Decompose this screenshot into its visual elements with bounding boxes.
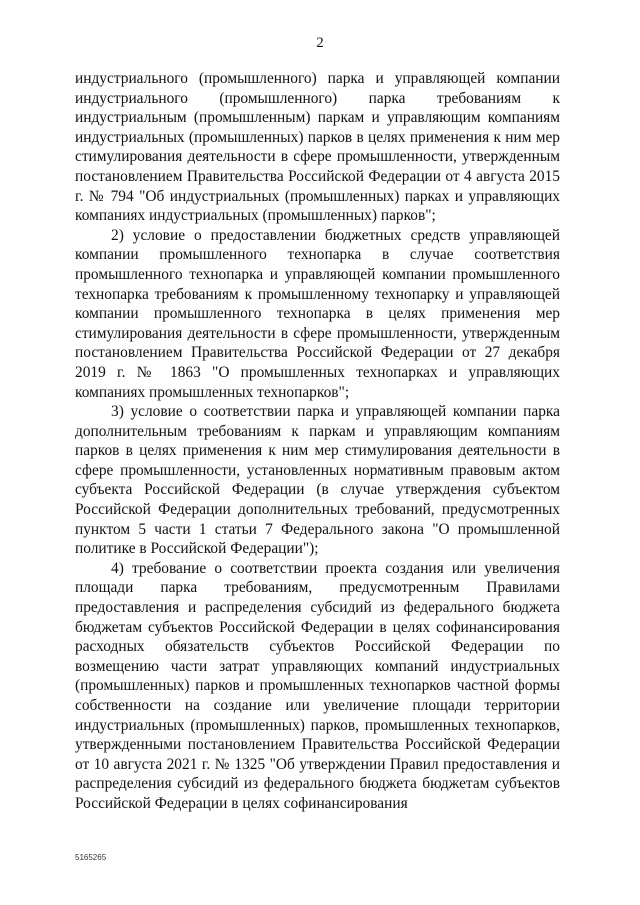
page-number: 2 bbox=[316, 35, 324, 51]
paragraph-item-2: 2) условие о предоставлении бюджетных средств управляющей компании промышленного технопарка в случае соответствия промышленного технопарка и управляющей компании промышленного технопарка требованиям к промышленному технопарку и управляющей компании промышленного технопарка в целях применения мер стимулирования деятельности в сфере промышленности, утвержденным постановлением Правительства Российской Федерации от 27 декабря 2019 г. № 1863 "О промышленных технопарках и управляющих компаниях промышленных технопарков"; bbox=[75, 226, 560, 401]
paragraph-continuation: индустриального (промышленного) парка и управляющей компании индустриального (промышленного) парка требованиям к индустриальным (промышленным) паркам и управляющим компаниям индустриальных (промышленных) парков в целях применения к ним мер стимулирования деятельности в сфере промышленности, утвержденным постановлением Правительства Российской Федерации от 4 августа 2015 г. № 794 "Об индустриальных (промышленных) парках и управляющих компаниях индустриальных (промышленных) парков"; bbox=[75, 70, 560, 225]
document-body bbox=[75, 69, 560, 814]
document-code: 5165265 bbox=[75, 853, 107, 862]
paragraph-item-4: 4) требование о соответствии проекта создания или увеличения площади парка требованиям, предусмотренным Правилами предоставления и распределения субсидий из федерального бюджета бюджетам субъектов Российской Федерации в целях софинансирования расходных обязательств субъектов Российской Федерации по возмещению части затрат управляющих компаний индустриальных (промышленных) парков и промышленных технопарков частной формы собственности на создание или увеличение площади территории индустриальных (промышленных) парков, промышленных технопарков, утвержденными постановлением Правительства Российской Федерации от 10 августа 2021 г. № 1325 "Об утверждении Правил предоставления и распределения субсидий из федерального бюджета бюджетам субъектов Российской Федерации в целях софинансирования bbox=[75, 559, 560, 812]
paragraph-item-3: 3) условие о соответствии парка и управляющей компании парка дополнительным требованиям к паркам и управляющим компаниям парков в целях применения к ним мер стимулирования деятельности в сфере промышленности, установленных нормативным правовым актом субъекта Российской Федерации (в случае утверждения субъектом Российской Федерации дополнительных требований, предусмотренных пунктом 5 части 1 статьи 7 Федерального закона "О промышленной политике в Российской Федерации"); bbox=[75, 403, 560, 558]
